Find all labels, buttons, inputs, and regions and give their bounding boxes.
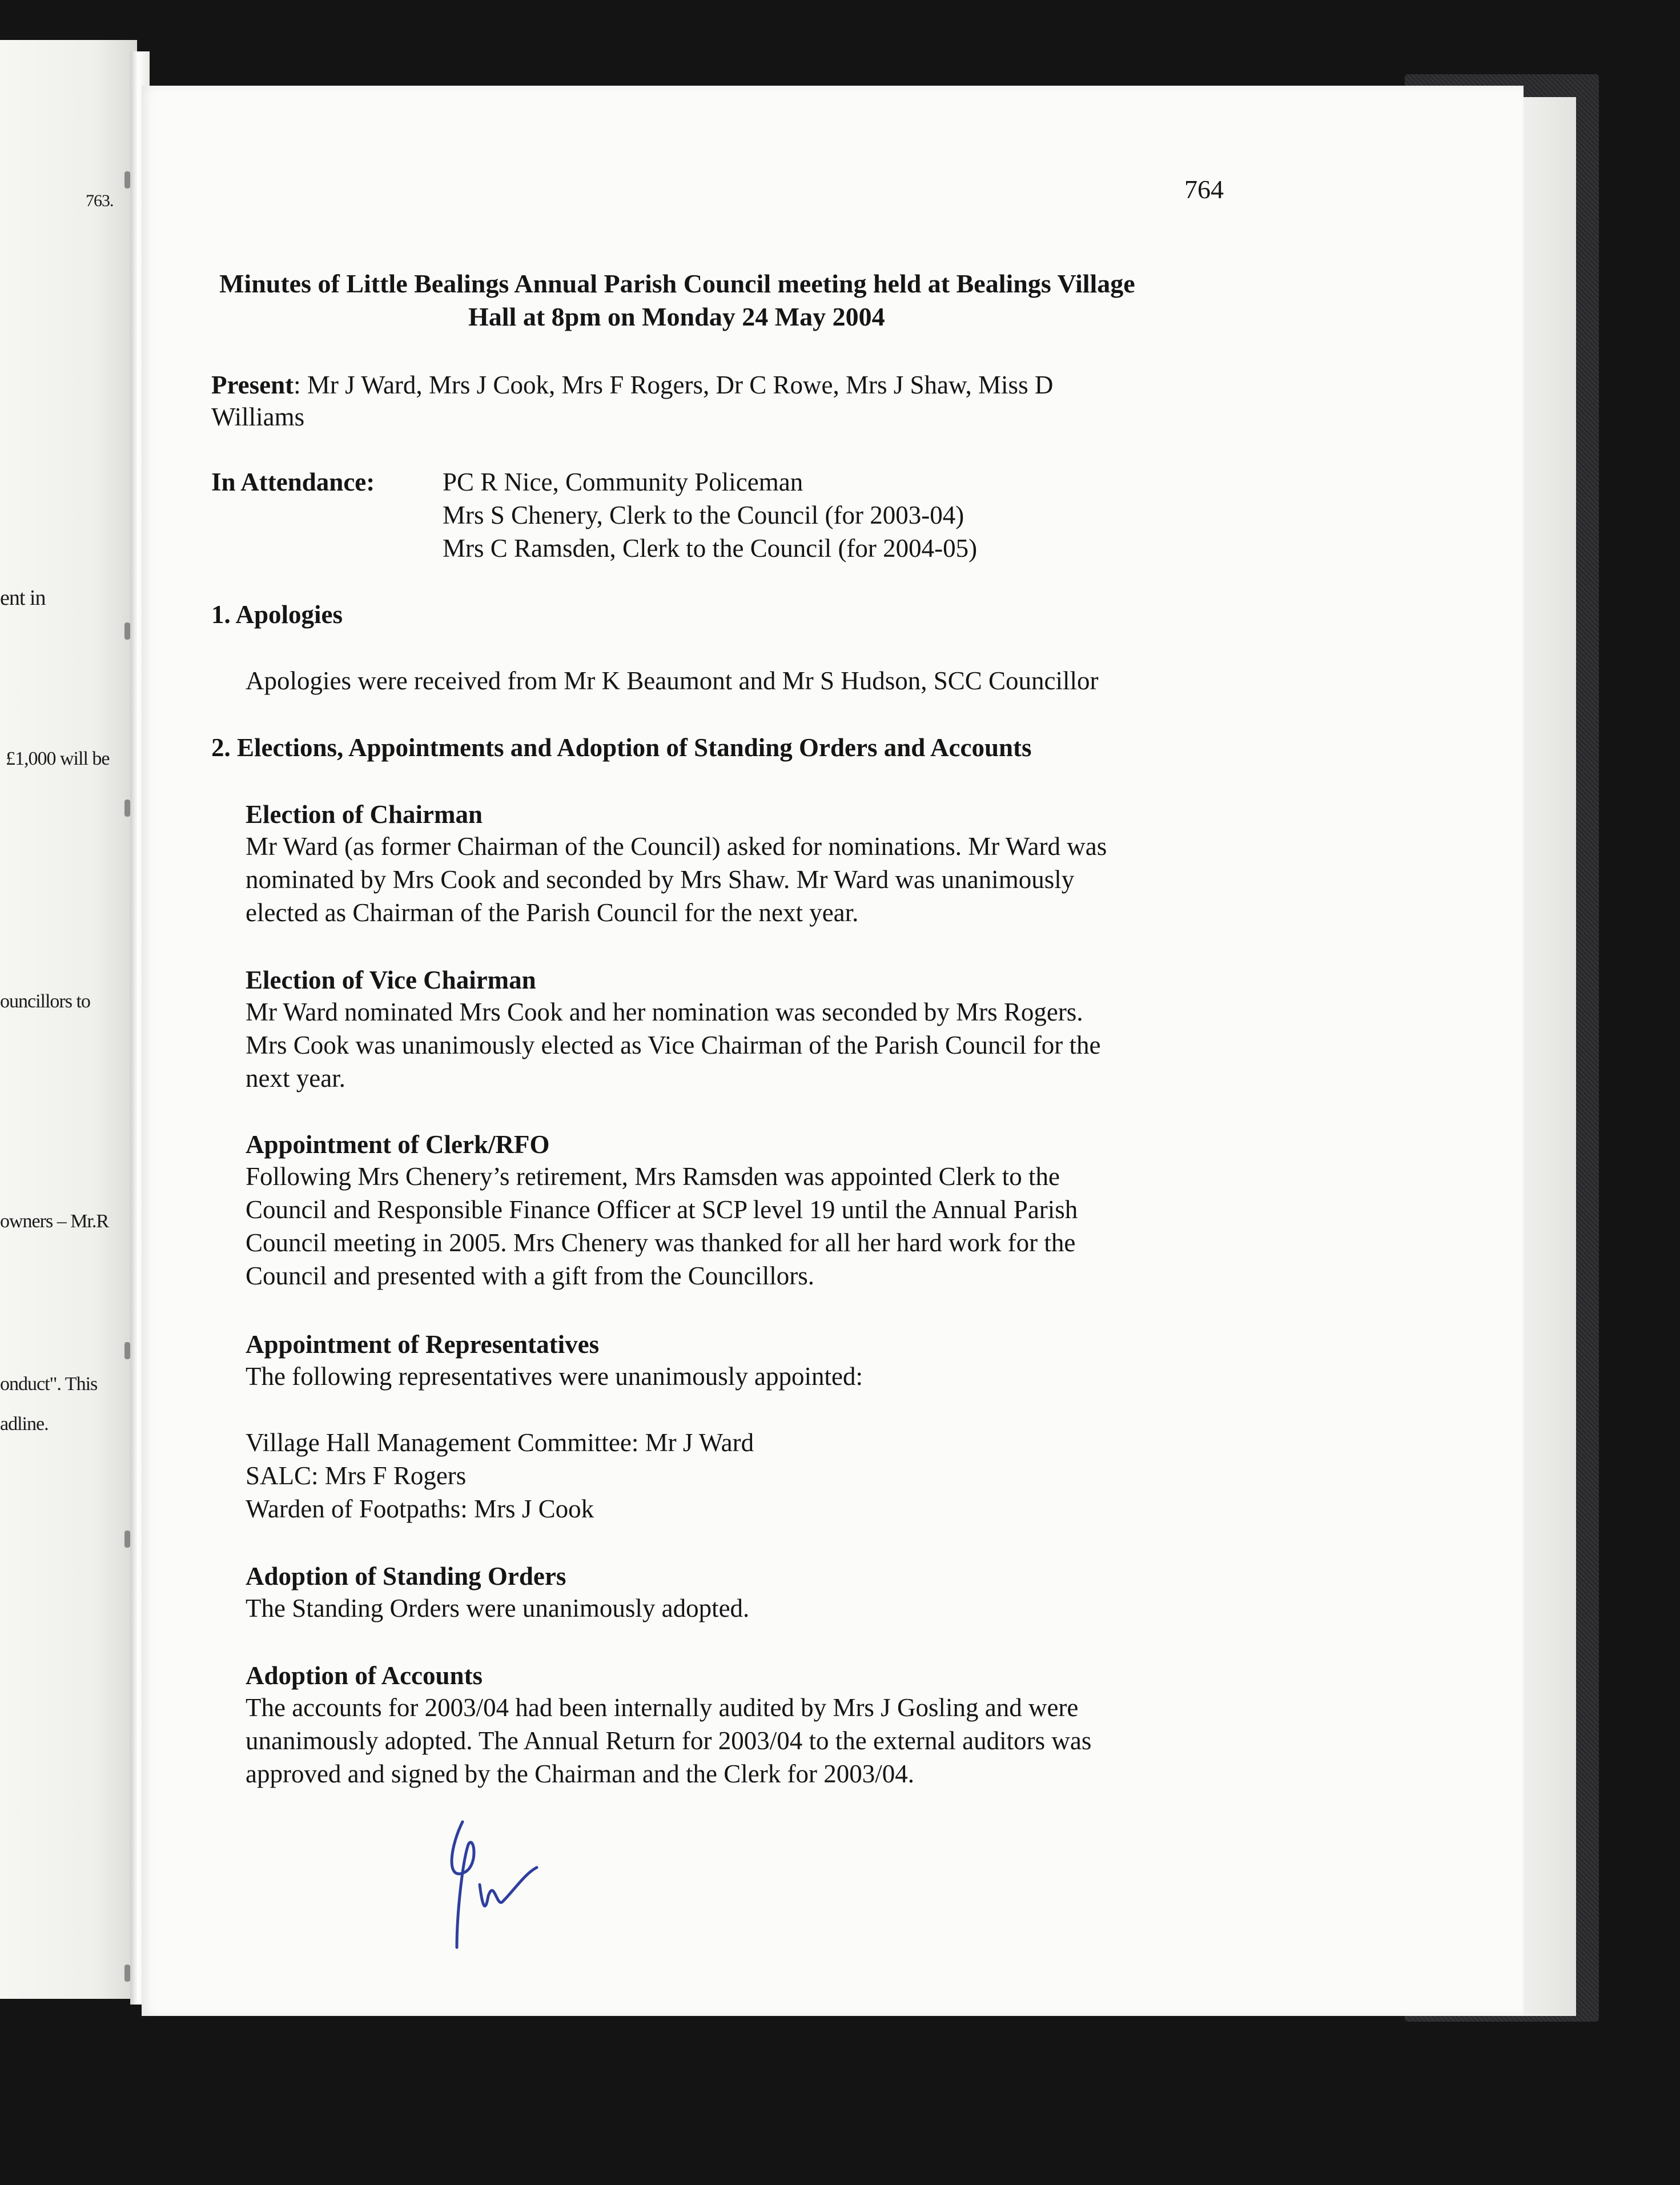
subheading-adoption-accounts: Adoption of Accounts <box>246 1661 483 1690</box>
representative-item: Warden of Footpaths: Mrs J Cook <box>246 1495 594 1523</box>
handwritten-initials-signature <box>440 1810 554 1959</box>
document-title-line2: Hall at 8pm on Monday 24 May 2004 <box>468 302 885 331</box>
section-heading-apologies: 1. Apologies <box>211 600 343 629</box>
attendance-item: PC R Nice, Community Policeman <box>443 468 803 496</box>
page-number: 764 <box>1184 175 1224 204</box>
paragraph-line: approved and signed by the Chairman and the Clerk for 2003/04. <box>246 1760 914 1788</box>
paragraph-line: Mr Ward nominated Mrs Cook and her nomination was seconded by Mrs Rogers. <box>246 998 1083 1026</box>
attendance-item: Mrs C Ramsden, Clerk to the Council (for 2004-05) <box>443 534 978 563</box>
paragraph-line: Mrs Cook was unanimously elected as Vice Chairman of the Parish Council for the <box>246 1031 1101 1059</box>
attendance-item: Mrs S Chenery, Clerk to the Council (for 2003-04) <box>443 501 964 529</box>
paragraph-line: Mr Ward (as former Chairman of the Council) asked for nominations. Mr Ward was <box>246 832 1107 861</box>
subheading-standing-orders: Adoption of Standing Orders <box>246 1562 566 1590</box>
paragraph-line: next year. <box>246 1064 345 1092</box>
paragraph-line: The following representatives were unanimously appointed: <box>246 1362 863 1391</box>
representative-item: SALC: Mrs F Rogers <box>246 1461 467 1490</box>
left-fragment: adline. <box>0 1413 49 1435</box>
left-fragment: owners – Mr.R <box>0 1211 109 1232</box>
present-line <box>211 370 1053 400</box>
subheading-appointment-representatives: Appointment of Representatives <box>246 1330 600 1359</box>
subheading-appointment-clerk: Appointment of Clerk/RFO <box>246 1130 550 1159</box>
left-page-number: 763. <box>86 191 114 210</box>
paragraph-line: The Standing Orders were unanimously adopted. <box>246 1594 750 1622</box>
paragraph-line: unanimously adopted. The Annual Return for 2003/04 to the external auditors was <box>246 1726 1092 1755</box>
left-fragment: £1,000 will be <box>6 748 110 769</box>
paragraph-line: Council meeting in 2005. Mrs Chenery was thanked for all her hard work for the <box>246 1228 1076 1257</box>
paragraph-line: elected as Chairman of the Parish Council for the next year. <box>246 898 859 927</box>
left-page <box>0 40 137 1999</box>
present-line2: Williams <box>211 403 305 431</box>
paragraph-line: The accounts for 2003/04 had been internally audited by Mrs J Gosling and were <box>246 1693 1079 1722</box>
apologies-text: Apologies were received from Mr K Beaumont and Mr S Hudson, SCC Councillor <box>246 666 1099 695</box>
paragraph-line: Following Mrs Chenery’s retirement, Mrs Ramsden was appointed Clerk to the <box>246 1162 1060 1191</box>
left-fragment: ent in <box>0 586 46 610</box>
left-fragment: onduct". This <box>0 1373 98 1395</box>
paragraph-line: Council and presented with a gift from the Councillors. <box>246 1262 815 1290</box>
present-names: : Mr J Ward, Mrs J Cook, Mrs F Rogers, Dr C Rowe, Mrs J Shaw, Miss D <box>294 371 1054 399</box>
paragraph-line: nominated by Mrs Cook and seconded by Mrs Shaw. Mr Ward was unanimously <box>246 865 1075 894</box>
present-label: Present <box>211 371 294 399</box>
left-fragment: ouncillors to <box>0 991 90 1012</box>
document-title-line1: Minutes of Little Bealings Annual Parish Council meeting held at Bealings Village <box>219 269 1135 298</box>
representative-item: Village Hall Management Committee: Mr J Ward <box>246 1428 754 1457</box>
subheading-election-chairman: Election of Chairman <box>246 800 483 829</box>
section-heading-elections: 2. Elections, Appointments and Adoption of Standing Orders and Accounts <box>211 733 1032 762</box>
paragraph-line: Council and Responsible Finance Officer at SCP level 19 until the Annual Parish <box>246 1195 1078 1224</box>
attendance-label: In Attendance: <box>211 468 375 496</box>
subheading-election-vice-chairman: Election of Vice Chairman <box>246 966 536 994</box>
